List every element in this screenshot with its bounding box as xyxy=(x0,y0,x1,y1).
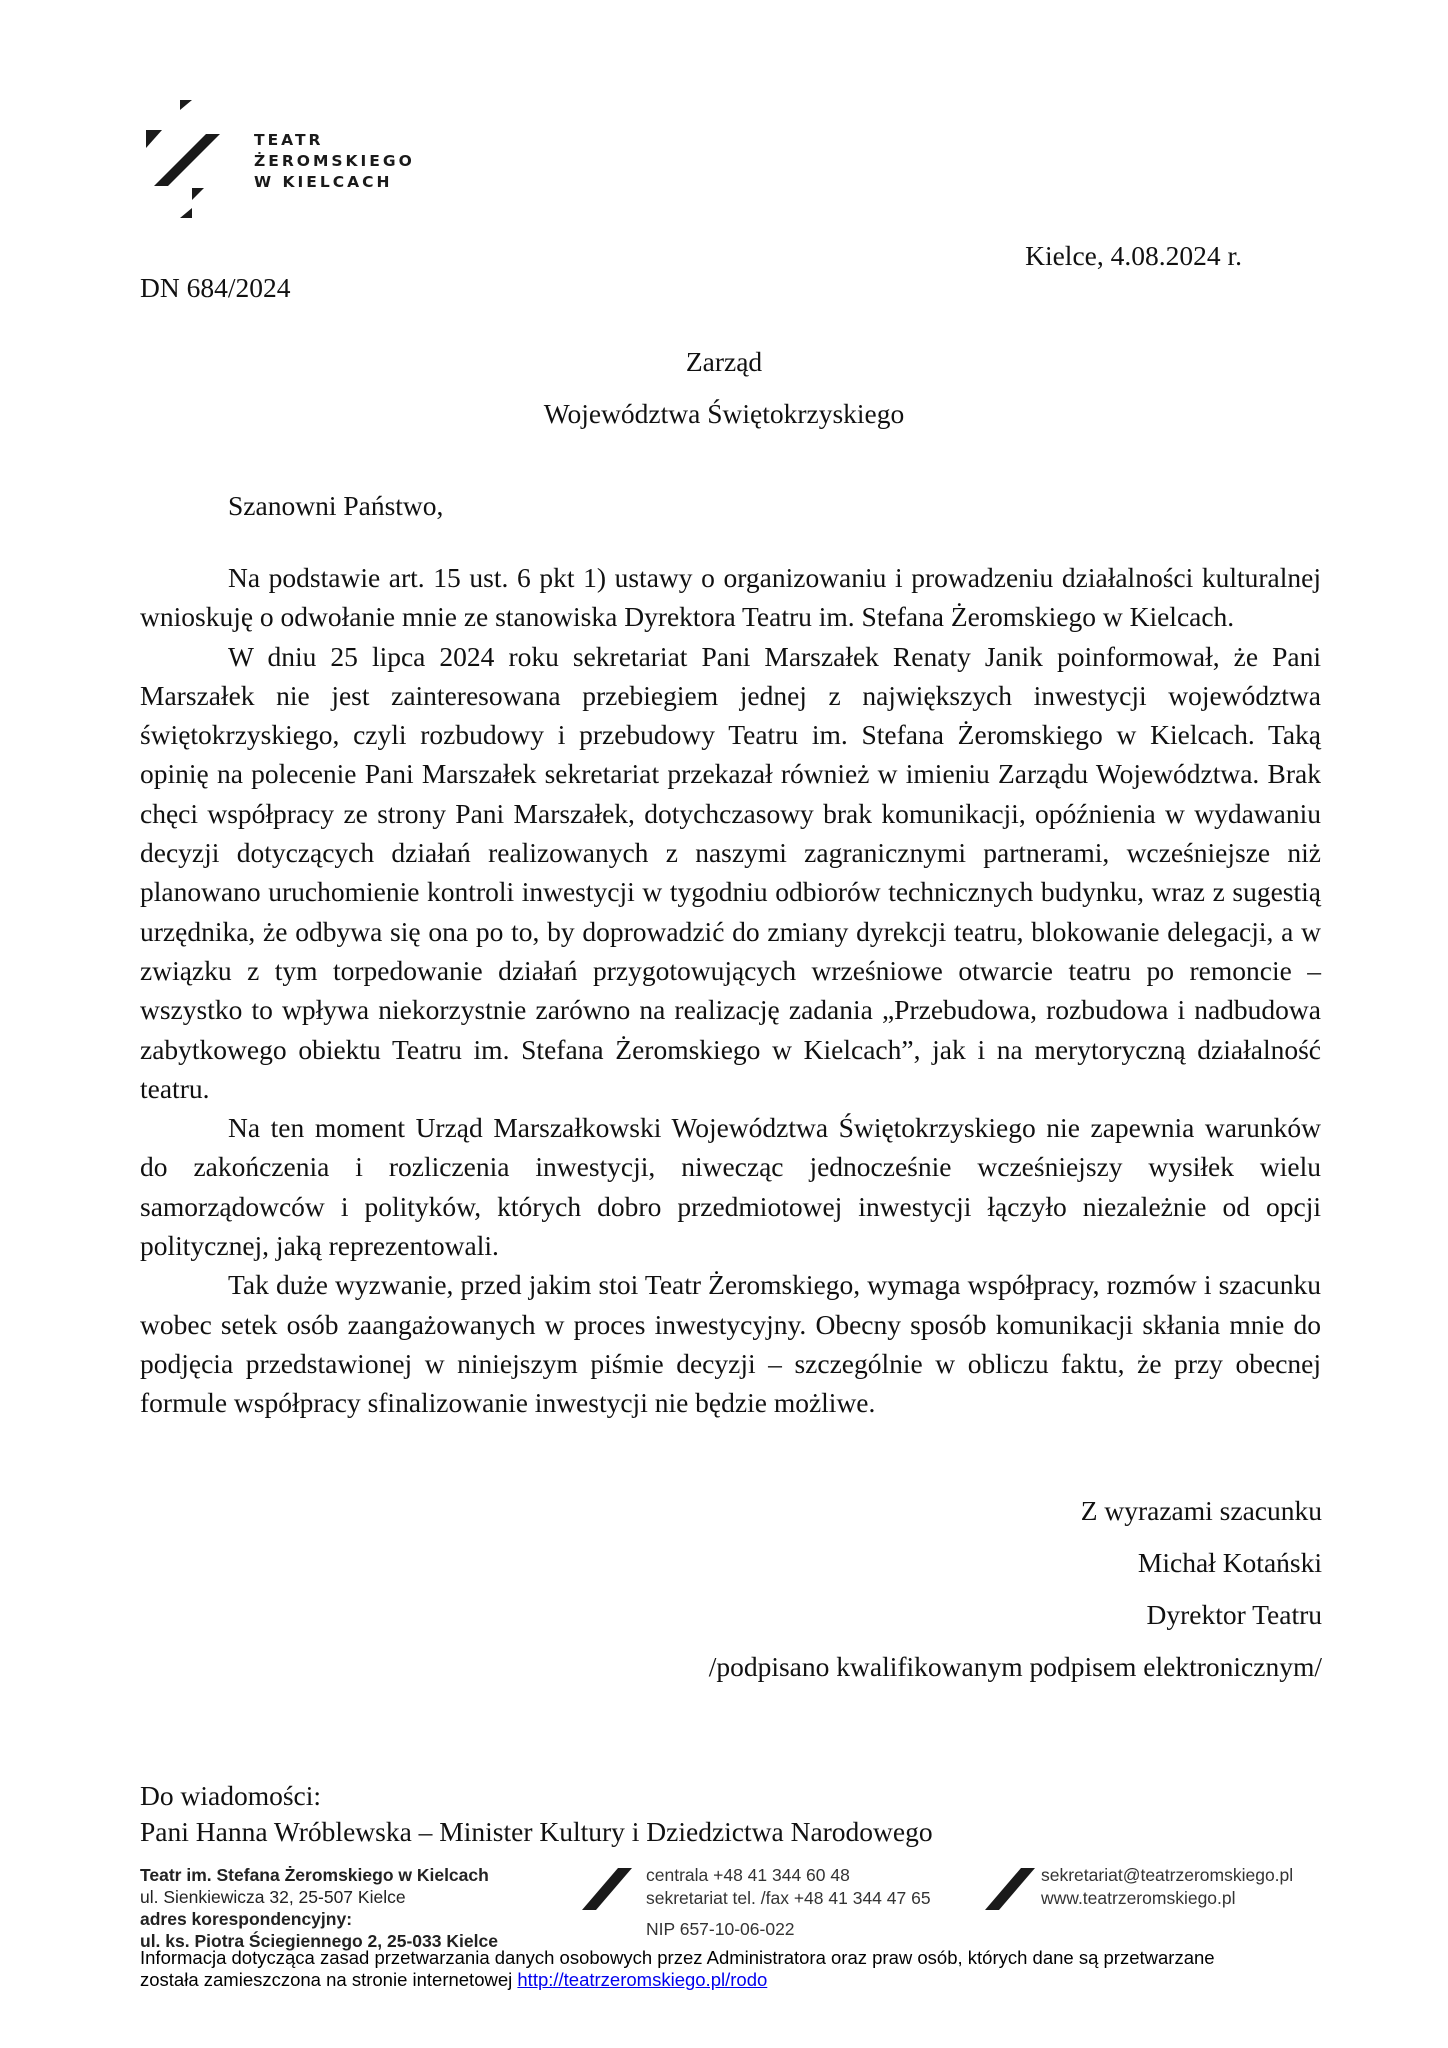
signature-note: /podpisano kwalifikowanym podpisem elektronicznym/ xyxy=(708,1651,1322,1682)
recipient-line-2: Województwa Świętokrzyskiego xyxy=(543,398,905,429)
salutation: Szanowni Państwo, xyxy=(228,490,444,521)
gdpr-line-1: Informacja dotycząca zasad przetwarzania danych osobowych przez Administratora oraz praw osób, których dane są przetwarzane xyxy=(140,1947,1215,1968)
gdpr-line-2 xyxy=(140,1969,1215,1991)
paragraph: W dniu 25 lipca 2024 roku sekretariat Pani Marszałek Renaty Janik poinformował, że Pani Marszałek nie jest zainteresowana przebiegiem jednej z największych inwestycji województwa świętokrzyskiego, czyli rozbudowy i przebudowy Teatru im. Stefana Żeromskiego w Kielcach. Taką opinię na polecenie Pani Marszałek sekretariat przekazał również w imieniu Zarządu Województwa. Brak chęci współpracy ze strony Pani Marszałek, dotychczasowy brak komunikacji, opóźnienia w wydawaniu decyzji dotyczących działań realizowanych z naszymi zagranicznymi partnerami, wcześniejsze niż planowano uruchomienie kontroli inwestycji w tygodniu odbiorów technicznych budynku, wraz z sugestią urzędnika, że odbywa się ona po to, by doprowadzić do zmiany dyrekcji teatru, blokowanie delegacji, a w związku z tym torpedowanie działań przygotowujących wrześniowe otwarcie teatru po remoncie – wszystko to wpływa niekorzystnie zarówno na realizację zadania „Przebudowa, rozbudowa i nadbudowa zabytkowego obiektu Teatru im. Stefana Żeromskiego w Kielcach”, jak i na merytoryczną działalność teatru. xyxy=(140,640,1321,1104)
theatre-logo xyxy=(146,100,416,224)
gdpr-link[interactable]: http://teatrzeromskiego.pl/rodo xyxy=(517,1969,768,1990)
footer-email[interactable]: sekretariat@teatrzeromskiego.pl xyxy=(1041,1865,1294,1885)
paragraph: Tak duże wyzwanie, przed jakim stoi Teatr Żeromskiego, wymaga współpracy, rozmów i szacunku wobec setek osób zaangażowanych w proces inwestycyjny. Obecny sposób komunikacji skłania mnie do podjęcia przedstawionej w niniejszym piśmie decyzji – szczególnie w obliczu faktu, że przy obecnej formule współpracy sfinalizowanie inwestycji nie będzie możliwe. xyxy=(140,1269,1321,1419)
cc-label: Do wiadomości: xyxy=(140,1780,322,1811)
logo-wordmark xyxy=(254,130,415,193)
footer-web xyxy=(1041,1864,1293,1910)
gdpr-notice xyxy=(140,1947,1215,1991)
paragraph: Na ten moment Urząd Marszałkowski Województwa Świętokrzyskiego nie zapewnia warunków do zakończenia i rozliczenia inwestycji, niwecząc jednocześnie wcześniejszy wysiłek wielu samorządowców i polityków, których dobro przedmiotowej inwestycji łączyło niezależnie od opcji politycznej, jaką reprezentowali. xyxy=(140,1112,1321,1262)
place-date: Kielce, 4.08.2024 r. xyxy=(1025,240,1242,271)
footer-organization xyxy=(140,1864,498,1952)
closing-block xyxy=(709,1485,1322,1693)
footer-corr-address: ul. ks. Piotra Ściegiennego 2, 25-033 Kielce xyxy=(140,1931,498,1951)
recipient-line-1: Zarząd xyxy=(685,346,763,377)
logo-mark-icon xyxy=(146,100,246,224)
paragraph: Na podstawie art. 15 ust. 6 pkt 1) ustawy o organizowaniu i prowadzeniu działalności kulturalnej wnioskuję o odwołanie mnie ze stanowiska Dyrektora Teatru im. Stefana Żeromskiego w Kielcach. xyxy=(140,562,1321,633)
document-number: DN 684/2024 xyxy=(140,272,291,303)
logo-line-2: ŻEROMSKIEGO xyxy=(254,152,415,170)
footer-website[interactable]: www.teatrzeromskiego.pl xyxy=(1041,1888,1236,1908)
logo-line-3: W KIELCACH xyxy=(254,173,393,191)
footer-org-name: Teatr im. Stefana Żeromskiego w Kielcach xyxy=(140,1865,489,1885)
logo-line-1: TEATR xyxy=(254,131,324,149)
footer-contact xyxy=(646,1864,931,1941)
footer-nip: NIP 657-10-06-022 xyxy=(646,1919,795,1939)
signatory-title: Dyrektor Teatru xyxy=(1146,1599,1322,1630)
cc-person: Pani Hanna Wróblewska – Minister Kultury i Dziedzictwa Narodowego xyxy=(140,1816,933,1847)
slash-divider-icon xyxy=(985,1868,1035,1910)
footer-phone-secretariat: sekretariat tel. /fax +48 41 344 47 65 xyxy=(646,1888,931,1908)
footer-phone-central: centrala +48 41 344 60 48 xyxy=(646,1865,850,1885)
gdpr-line-2-text: została zamieszczona na stronie internetowej xyxy=(140,1969,513,1990)
footer-org-address: ul. Sienkiewicza 32, 25-507 Kielce xyxy=(140,1887,406,1907)
cc-block xyxy=(140,1778,933,1850)
slash-divider-icon xyxy=(582,1868,632,1910)
letter-body xyxy=(140,558,1321,1423)
footer-corr-label: adres korespondencyjny: xyxy=(140,1909,353,1929)
recipient-block xyxy=(0,336,1448,440)
closing-regards: Z wyrazami szacunku xyxy=(1080,1495,1322,1526)
signatory-name: Michał Kotański xyxy=(1137,1547,1322,1578)
